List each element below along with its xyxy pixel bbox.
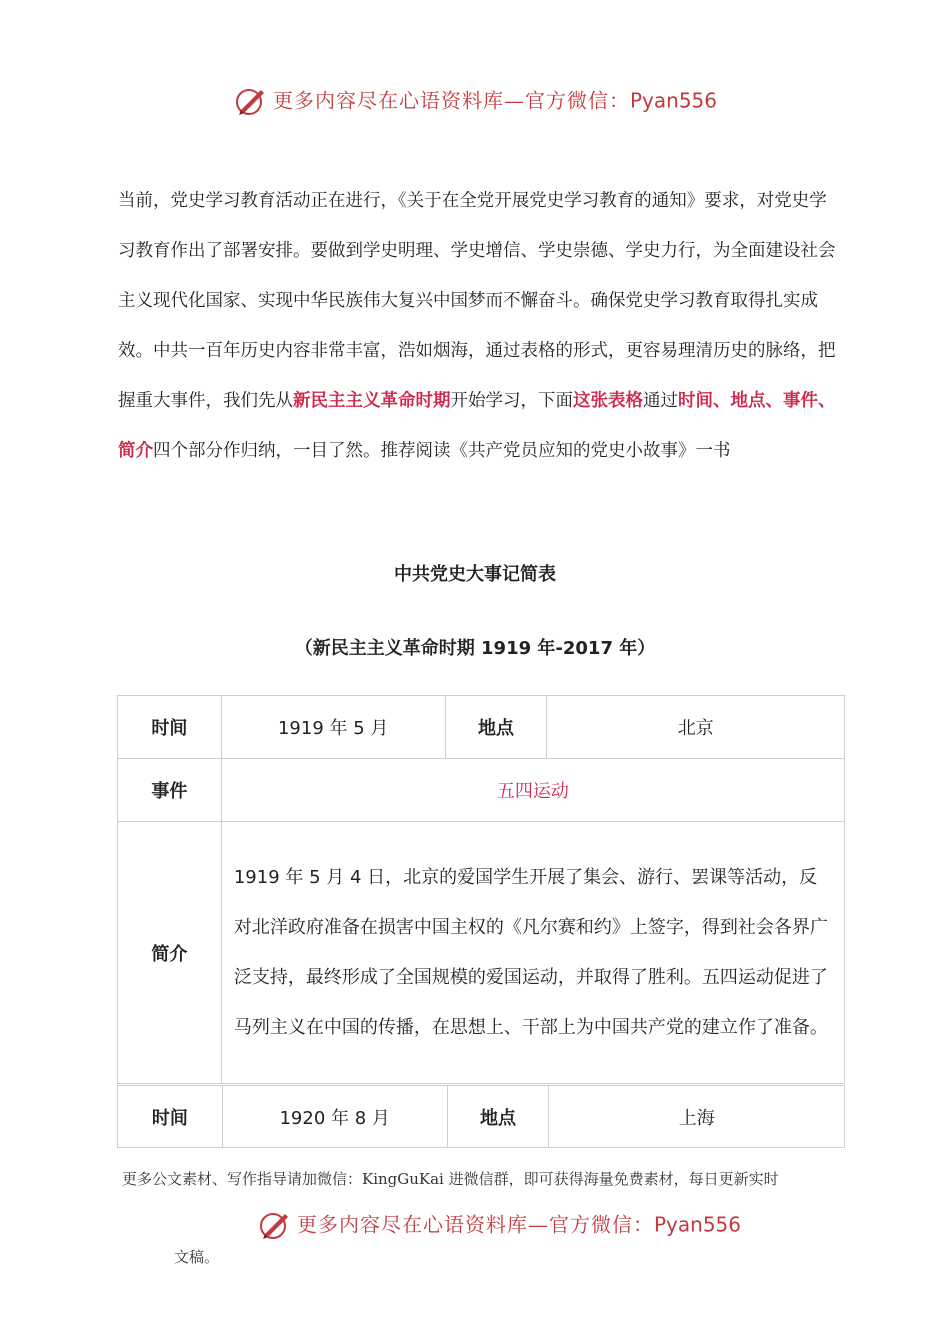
intro-text-3: 通过 <box>643 391 678 411</box>
table-row <box>118 759 845 822</box>
watermark-wechat: Pyan556 <box>629 88 717 113</box>
time-label: 时间 <box>118 1086 223 1148</box>
event-table-2 <box>117 1085 845 1148</box>
intro-highlight-table: 这张表格 <box>573 391 643 411</box>
place-label: 地点 <box>445 696 547 759</box>
table-row <box>118 1086 845 1148</box>
time-value: 1920 年 8 月 <box>222 1086 447 1148</box>
intro-text-4: 四个部分作归纳，一目了然。推荐阅读《共产党员应知的党史小故事》一书 <box>153 441 731 461</box>
watermark-wechat: Pyan556 <box>653 1212 741 1237</box>
event-value: 五四运动 <box>221 759 844 822</box>
watermark-text: 更多内容尽在心语资料库—官方微信： <box>272 88 630 113</box>
intro-highlight-period: 新民主主义革命时期 <box>293 391 451 411</box>
intro-label: 简介 <box>118 822 222 1084</box>
place-value: 上海 <box>549 1086 845 1148</box>
time-label: 时间 <box>118 696 222 759</box>
pen-logo-icon <box>233 84 269 120</box>
watermark-top <box>0 84 950 120</box>
place-value: 北京 <box>547 696 845 759</box>
time-value: 1919 年 5 月 <box>221 696 445 759</box>
intro-highlight-parts: 时间、地点、事件、简介 <box>118 391 836 461</box>
page-subtitle: （新民主主义革命时期 1919 年-2017 年） <box>294 638 656 659</box>
event-label: 事件 <box>118 759 222 822</box>
intro-value: 1919 年 5 月 4 日，北京的爱国学生开展了集会、游行、罢课等活动，反对北洋政府准备在损害中国主权的《凡尔赛和约》上签字，得到社会各界广泛支持，最终形成了全国规模的爱国运动，并取得了胜利。五四运动促进了马列主义在中国的传播，在思想上、干部上为中国共产党的建立作了准备。 <box>221 822 844 1084</box>
table-row <box>118 696 845 759</box>
footer-note-end: 文稿。 <box>174 1248 220 1266</box>
place-label: 地点 <box>447 1086 549 1148</box>
pen-logo-icon <box>257 1208 293 1244</box>
watermark-bottom <box>24 1208 950 1244</box>
table-row <box>118 822 845 1084</box>
intro-text-2: 开始学习，下面 <box>450 391 573 411</box>
footer-note: 更多公文素材、写作指导请加微信：KingGuKai 进微信群，即可获得海量免费素材，每日更新实时 <box>122 1170 779 1188</box>
watermark-text: 更多内容尽在心语资料库—官方微信： <box>296 1212 654 1237</box>
event-table-1 <box>117 695 845 1084</box>
intro-paragraph <box>118 176 838 476</box>
intro-text-1: 当前，党史学习教育活动正在进行，《关于在全党开展党史学习教育的通知》要求，对党史学习教育作出了部署安排。要做到学史明理、学史增信、学史崇德、学史力行，为全面建设社会主义现代化国家、实现中华民族伟大复兴中国梦而不懈奋斗。确保党史学习教育取得扎实成效。中共一百年历史内容非常丰富，浩如烟海，通过表格的形式，更容易理清历史的脉络，把握重大事件，我们先从 <box>118 191 836 411</box>
page-title: 中共党史大事记简表 <box>394 564 556 585</box>
